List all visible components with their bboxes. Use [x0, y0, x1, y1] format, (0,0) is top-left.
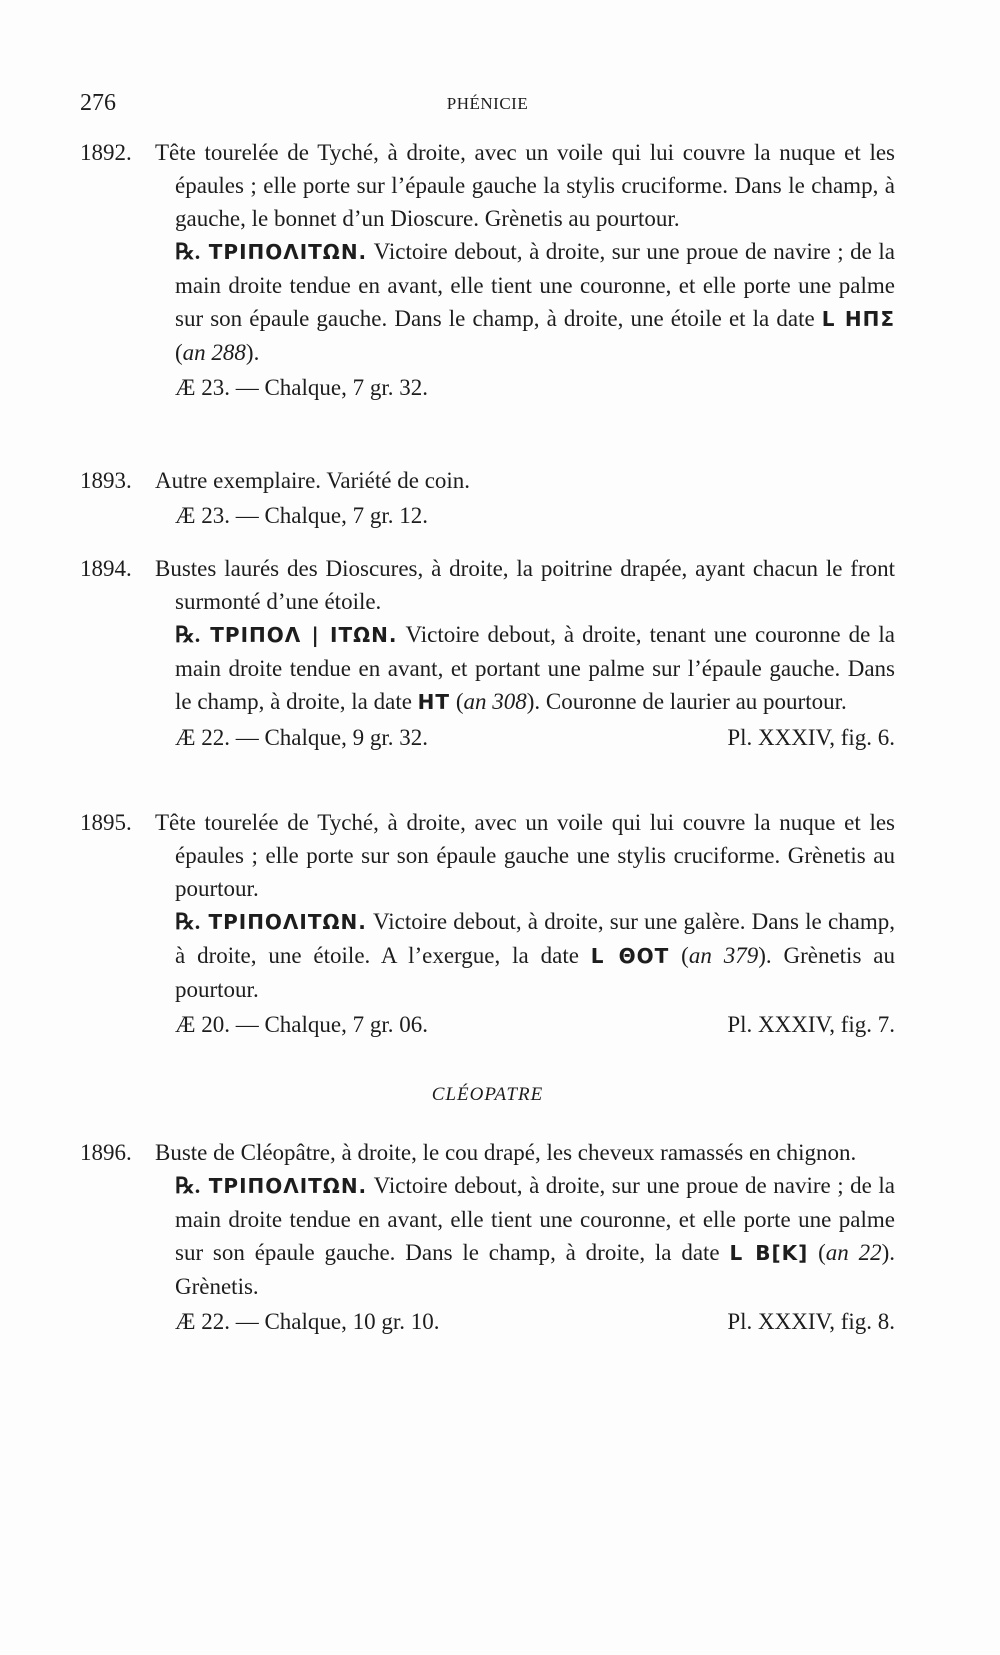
reverse-legend: ΤΡΙΠΟΛΙΤΩΝ.: [208, 1174, 368, 1198]
reverse-date: ΗΤ: [417, 690, 451, 714]
reverse-mark: ℞.: [175, 909, 201, 934]
reverse-legend: ΤΡΙΠΟΛ | ΙΤΩΝ.: [210, 623, 398, 647]
reverse-date: L ΗΠΣ: [821, 307, 895, 331]
entry-body: [155, 806, 895, 1041]
entry-body: [155, 136, 895, 404]
entry-body: [155, 552, 895, 754]
entry-body: [155, 464, 895, 532]
reverse-legend: ΤΡΙΠΟΛΙΤΩΝ.: [208, 910, 367, 934]
year-close: ). Grènetis au pourtour.: [175, 943, 895, 1002]
reverse-mark: ℞.: [175, 239, 201, 264]
obverse-description: Bustes laurés des Dioscures, à droite, la poitrine drapée, ayant chacun le front surmonté d’une étoile.: [155, 556, 895, 614]
entry-number: 1895.: [80, 810, 132, 835]
plate-reference: Pl. XXXIV, fig. 8.: [727, 1309, 895, 1334]
reverse-year: an 288: [182, 340, 246, 365]
entry-number: 1892.: [80, 140, 132, 165]
page-number: 276: [80, 90, 116, 116]
catalog-entry-1893: [80, 464, 895, 532]
running-head: PHÉNICIE: [446, 94, 529, 113]
entry-number: 1896.: [80, 1140, 132, 1165]
catalog-entry-1894: [80, 552, 895, 754]
reverse-description: [155, 618, 895, 719]
reverse-year: an 22: [825, 1240, 882, 1265]
catalog-entry-1896: [80, 1136, 895, 1338]
reverse-description: [155, 1169, 895, 1303]
coin-metadata: [155, 721, 895, 754]
entry-number: 1893.: [80, 468, 132, 493]
plate-reference: Pl. XXXIV, fig. 7.: [727, 1012, 895, 1037]
reverse-text: Victoire debout, à droite, sur une galère. Dans le champ, à droite, une étoile. A l’exergue, la date: [175, 909, 896, 968]
reverse-description: [155, 905, 895, 1006]
year-open: (: [669, 943, 689, 968]
reverse-date: L ΘΟΤ: [590, 944, 670, 968]
reverse-legend: ΤΡΙΠΟΛΙΤΩΝ.: [208, 240, 368, 264]
reverse-description: [155, 235, 895, 369]
coin-metadata: [155, 1008, 895, 1041]
reverse-year: an 379: [688, 943, 759, 968]
reverse-text: Victoire debout, à droite, sur une proue de navire ; de la main droite tendue en avant, elle tient une couronne, et elle porte une palme sur son épaule gauche. Dans le champ, à droite, la date: [175, 1173, 895, 1265]
coin-metadata: [155, 1305, 895, 1338]
coin-metal-weight: Æ 23. — Chalque, 7 gr. 32.: [175, 375, 428, 400]
coin-metal-weight: Æ 22. — Chalque, 9 gr. 32.: [175, 725, 428, 750]
entry-number: 1894.: [80, 556, 132, 581]
catalog-entry-1895: [80, 806, 895, 1041]
coin-metadata: [155, 371, 895, 404]
year-open: (: [175, 340, 183, 365]
reverse-mark: ℞.: [175, 622, 201, 647]
coin-metal-weight: Æ 22. — Chalque, 10 gr. 10.: [175, 1309, 440, 1334]
plate-reference: Pl. XXXIV, fig. 6.: [727, 725, 895, 750]
reverse-mark: ℞.: [175, 1173, 201, 1198]
reverse-date: L B[K]: [729, 1241, 809, 1265]
coin-metadata: [155, 499, 895, 532]
year-open: (: [808, 1240, 826, 1265]
reverse-text: Victoire debout, à droite, sur une proue de navire ; de la main droite tendue en avant, elle tient une couronne, et elle porte une palme sur son épaule gauche. Dans le champ, à droite, une étoile et la date: [175, 239, 895, 331]
year-close: ). Couronne de laurier au pourtour.: [526, 689, 847, 714]
year-close: ).: [245, 340, 260, 365]
catalog-entry-1892: [80, 136, 895, 404]
coin-metal-weight: Æ 20. — Chalque, 7 gr. 06.: [175, 1012, 428, 1037]
obverse-description: Tête tourelée de Tyché, à droite, avec un voile qui lui couvre la nuque et les épaules ; elle porte sur son épaule gauche une stylis cruciforme. Grènetis au pourtour.: [155, 810, 895, 901]
page-header: [80, 90, 895, 126]
obverse-description: Autre exemplaire. Variété de coin.: [155, 468, 471, 493]
obverse-description: Buste de Cléopâtre, à droite, le cou drapé, les cheveux ramassés en chignon.: [155, 1140, 857, 1165]
obverse-description: Tête tourelée de Tyché, à droite, avec un voile qui lui couvre la nuque et les épaules ; elle porte sur l’épaule gauche la stylis cruciforme. Dans le champ, à gauche, le bonnet d’un Dioscure. Grènetis au pourtour.: [155, 140, 895, 231]
reverse-text: Victoire debout, à droite, tenant une couronne de la main droite tendue en avant, et portant une palme sur l’épaule gauche. Dans le champ, à droite, la date: [175, 622, 895, 714]
year-open: (: [450, 689, 464, 714]
coin-metal-weight: Æ 23. — Chalque, 7 gr. 12.: [175, 503, 428, 528]
entry-body: [155, 1136, 895, 1338]
section-title: CLÉOPATRE: [431, 1084, 544, 1105]
reverse-year: an 308: [463, 689, 527, 714]
year-close: ). Grènetis.: [175, 1240, 895, 1299]
